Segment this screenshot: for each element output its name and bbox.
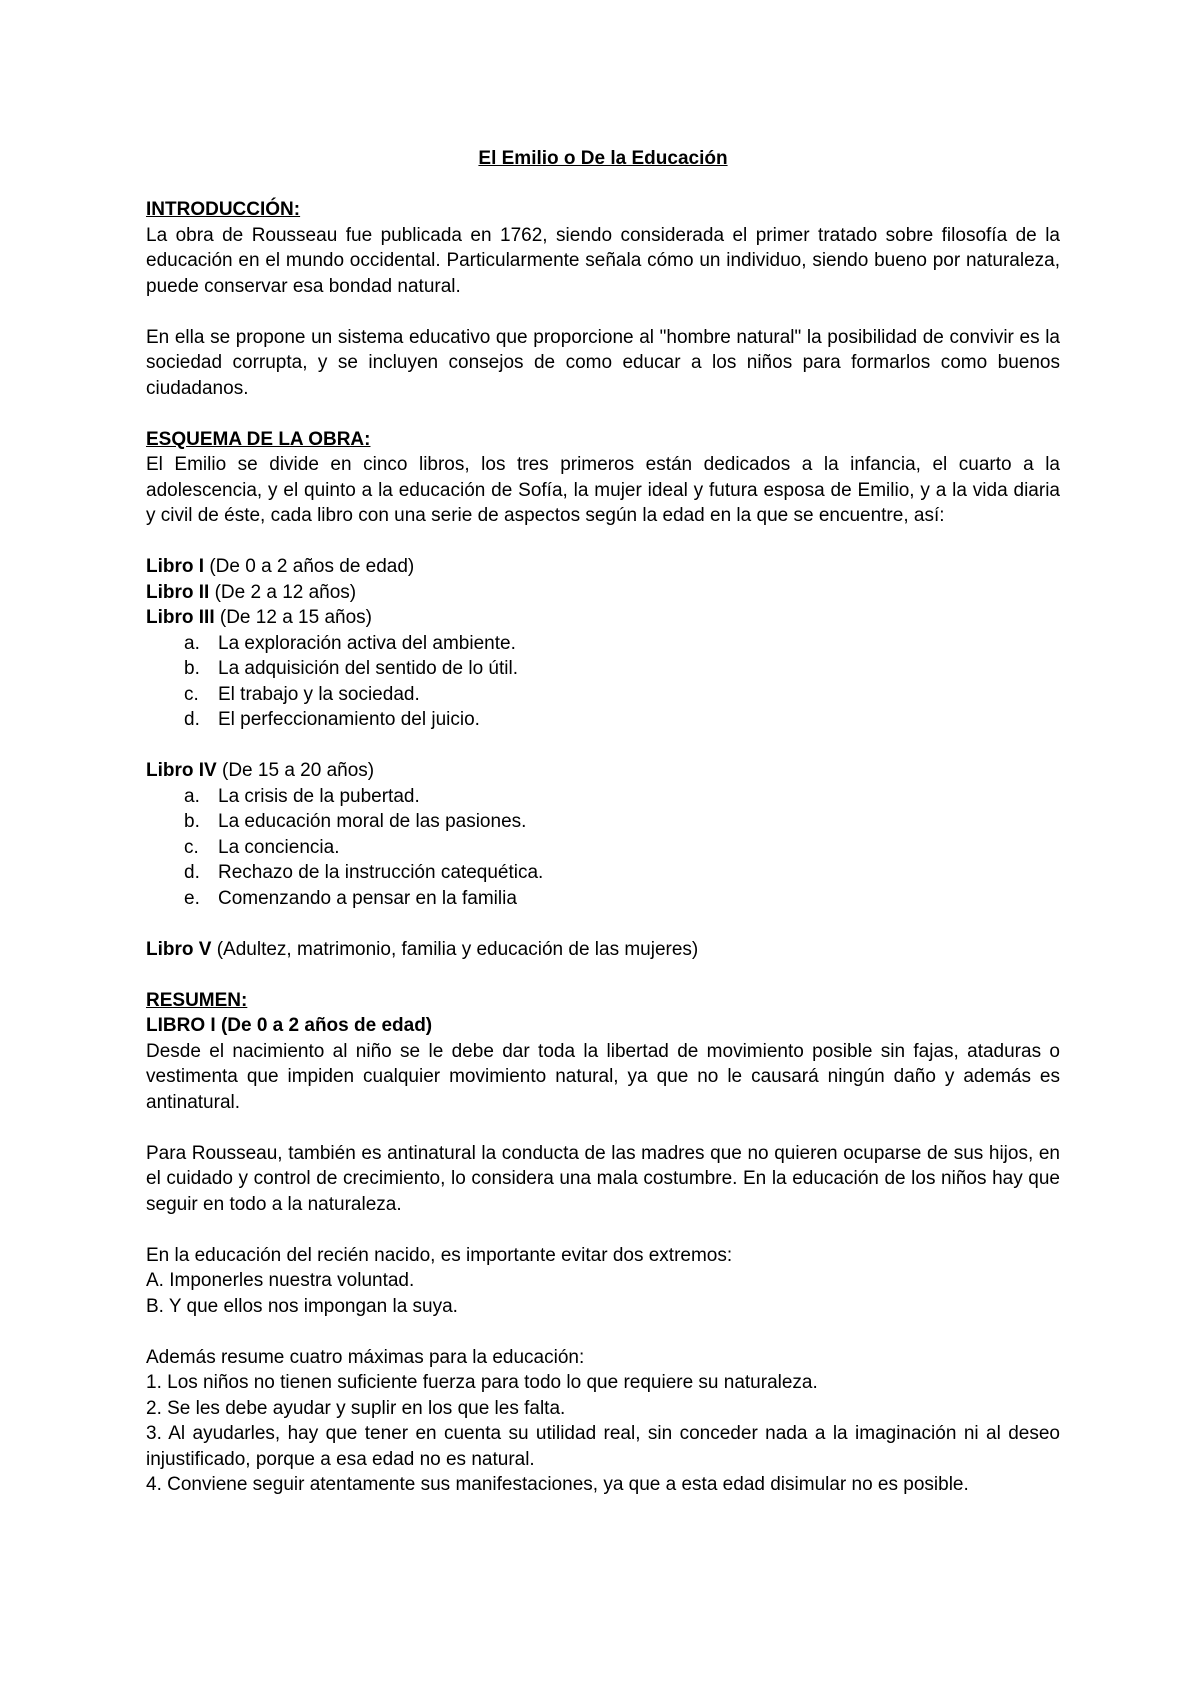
libro-3-list (146, 631, 1060, 733)
spacer (146, 733, 1060, 759)
list-marker: a. (184, 632, 200, 654)
libro-4-list (146, 784, 1060, 912)
spacer (146, 529, 1060, 555)
resumen-paragraph-2: Para Rousseau, también es antinatural la conducta de las madres que no quieren ocuparse de sus hijos, en el cuidado y control de crecimiento, lo considera una mala costumbre. En la educación de los niños hay que seguir en todo a la naturaleza. (146, 1142, 1060, 1215)
maxim-4: 4. Conviene seguir atentamente sus manifestaciones, ya que a esta edad disimular no es posible. (146, 1474, 969, 1495)
extremo-b: B. Y que ellos nos impongan la suya. (146, 1295, 458, 1317)
intro-paragraph-1: La obra de Rousseau fue publicada en 1762, siendo considerada el primer tratado sobre filosofía de la educación en el mundo occidental. Particularmente señala cómo un individuo, siendo bueno por naturaleza, puede conservar esa bondad natural. (146, 224, 1060, 297)
esquema-paragraph: El Emilio se divide en cinco libros, los tres primeros están dedicados a la infancia, el cuarto a la adolescencia, y el quinto a la educación de Sofía, la mujer ideal y futura esposa de Emilio, y a la vida diaria y civil de éste, cada libro con una serie de aspectos según la edad en la que se encuentre, así: (146, 454, 1060, 526)
intro-paragraph-2: En ella se propone un sistema educativo que proporcione al "hombre natural" la posibilidad de convivir es la sociedad corrupta, y se incluyen consejos de como educar a los niños para formarlos como buenos ciudadanos. (146, 326, 1060, 399)
spacer (146, 401, 1060, 427)
list-marker: d. (184, 862, 200, 883)
list-marker: c. (184, 836, 199, 858)
spacer (146, 962, 1060, 988)
libro-3-label: Libro III (146, 607, 215, 628)
libro-1-range: (De 0 a 2 años de edad) (204, 556, 415, 577)
libro-4-line (146, 758, 1060, 784)
list-item-text: La conciencia. (218, 836, 340, 858)
resumen-heading: RESUMEN: (146, 989, 248, 1011)
list-item (184, 860, 1060, 886)
libro-2-label: Libro II (146, 581, 210, 603)
list-item (184, 707, 1060, 733)
list-item (184, 631, 1060, 657)
esquema-heading: ESQUEMA DE LA OBRA: (146, 428, 371, 450)
libro-3-line (146, 605, 1060, 631)
libro-3-range: (De 12 a 15 años) (214, 607, 372, 628)
libro-2-line (146, 580, 1060, 606)
libro-1-line (146, 554, 1060, 580)
resumen-paragraph-3: En la educación del recién nacido, es importante evitar dos extremos: (146, 1244, 733, 1266)
resumen-subheading: LIBRO I (De 0 a 2 años de edad) (146, 1015, 433, 1036)
list-item-text: Comenzando a pensar en la familia (218, 887, 517, 909)
list-marker: a. (184, 785, 200, 807)
document-page (146, 146, 1060, 1498)
libro-1-label: Libro I (146, 556, 205, 577)
list-item (184, 656, 1060, 682)
libro-2-range: (De 2 a 12 años) (209, 581, 357, 603)
extremo-a: A. Imponerles nuestra voluntad. (146, 1270, 415, 1291)
list-marker: e. (184, 887, 200, 909)
spacer (146, 299, 1060, 325)
maxim-2: 2. Se les debe ayudar y suplir en los que les falta. (146, 1397, 566, 1419)
list-item-text: La adquisición del sentido de lo útil. (218, 658, 518, 679)
libro-5-label: Libro V (146, 938, 212, 960)
list-item-text: La exploración activa del ambiente. (218, 632, 516, 654)
resumen-paragraph-4: Además resume cuatro máximas para la educación: (146, 1346, 585, 1368)
document-title: El Emilio o De la Educación (478, 148, 728, 169)
list-item-text: El perfeccionamiento del juicio. (218, 709, 480, 730)
maxim-3: 3. Al ayudarles, hay que tener en cuenta su utilidad real, sin conceder nada a la imaginación ni al deseo injustificado, porque a esa edad no es natural. (146, 1423, 1060, 1470)
libro-5-range: (Adultez, matrimonio, familia y educación de las mujeres) (211, 938, 699, 960)
libro-5-line (146, 937, 1060, 963)
resumen-paragraph-1: Desde el nacimiento al niño se le debe dar toda la libertad de movimiento posible sin fajas, ataduras o vestimenta que impiden cualquier movimiento natural, ya que no le causará ningún daño y además es antinatural. (146, 1040, 1060, 1113)
list-item-text: La educación moral de las pasiones. (218, 811, 527, 832)
intro-heading: INTRODUCCIÓN: (146, 199, 301, 220)
list-item-text: Rechazo de la instrucción catequética. (218, 862, 544, 883)
libro-4-label: Libro IV (146, 760, 217, 781)
list-item (184, 835, 1060, 861)
spacer (146, 911, 1060, 937)
list-marker: b. (184, 811, 200, 832)
list-item (184, 682, 1060, 708)
list-marker: c. (184, 683, 199, 705)
spacer (146, 1115, 1060, 1141)
maxim-1: 1. Los niños no tienen suficiente fuerza para todo lo que requiere su naturaleza. (146, 1372, 818, 1393)
list-marker: b. (184, 658, 200, 679)
list-item (184, 784, 1060, 810)
spacer (146, 1319, 1060, 1345)
spacer (146, 1217, 1060, 1243)
libro-4-range: (De 15 a 20 años) (216, 760, 375, 781)
list-item (184, 809, 1060, 835)
list-item-text: La crisis de la pubertad. (218, 785, 420, 807)
list-item-text: El trabajo y la sociedad. (218, 683, 420, 705)
list-item (184, 886, 1060, 912)
list-marker: d. (184, 709, 200, 730)
